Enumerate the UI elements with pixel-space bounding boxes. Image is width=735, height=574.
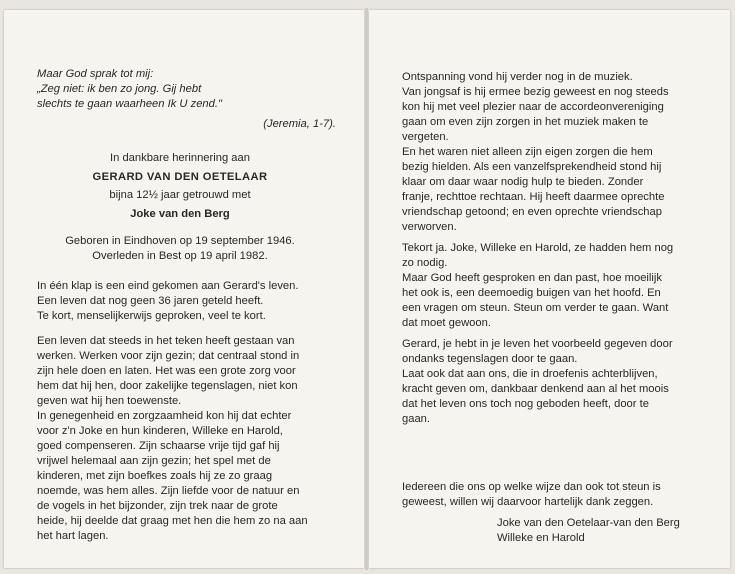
text-line: geven wat hij hen toewenste. [37, 395, 182, 407]
text-line: En het waren niet alleen zijn eigen zorgen die hem [402, 146, 653, 158]
text-line: vergeten. [402, 131, 449, 143]
text-line: Gerard, je hebt in je leven het voorbeeld gegeven door [402, 338, 673, 350]
text-line: heide, hij deelde dat graag met hen die hem zo na aan [37, 515, 308, 527]
text-line: vriendschap getoond; en even oprechte vriendschap [402, 206, 662, 218]
text-line: hem dat hij hen, door zakelijke tegenslagen, niet kon [37, 380, 298, 392]
spouse-name: Joke van den Berg [130, 208, 230, 220]
remembrance-intro: In dankbare herinnering aan [110, 152, 250, 164]
text-line: In genegenheid en zorgzaamheid kon hij dat echter [37, 410, 292, 422]
text-line: geweest, willen wij daarvoor hartelijk dank zeggen. [402, 496, 654, 508]
text-line: Te kort, menselijkerwijs geproken, veel te kort. [37, 310, 266, 322]
text-line: het hart lagen. [37, 530, 109, 542]
text-line: Iedereen die ons op welke wijze dan ook tot steun is [402, 481, 661, 493]
text-line: verworven. [402, 221, 457, 233]
text-line: gaan om even zijn zorgen in het muziek maken te [402, 116, 649, 128]
text-line: In één klap is een eind gekomen aan Gerard's leven. [37, 280, 299, 292]
quote-reference: (Jeremia, 1-7). [263, 118, 336, 130]
deceased-name: GERARD VAN DEN OETELAAR [92, 171, 268, 183]
text-line: Een leven dat steeds in het teken heeft gestaan van [37, 335, 295, 347]
text-line: klaar om daar waar nodig hulp te bieden. Zonder [402, 176, 644, 188]
text-line: kracht geven om, dankbaar denkend aan al het moois [402, 383, 669, 395]
text-line: Van jongsaf is hij ermee bezig geweest en nog steeds [402, 86, 669, 98]
text-line: de vogels in het bijzonder, zijn trek naar de grote [37, 500, 278, 512]
text-line: goed compenseren. Zijn schaarse vrije tijd gaf hij [37, 440, 280, 452]
text-line: Tekort ja. Joke, Willeke en Harold, ze hadden hem nog [402, 242, 674, 254]
text-line: dat moet gewoon. [402, 317, 491, 329]
text-line: vrijwel helemaal aan zijn gezin; het spel met de [37, 455, 271, 467]
quote-line: Maar God sprak tot mij: [37, 68, 154, 80]
text-line: franje, rechttoe rechtaan. Hij heeft daarmee oprechte [402, 191, 665, 203]
text-line: kinderen, met zijn boefkes zoals hij ze zo graag [37, 470, 273, 482]
text-line: ondanks tegenslagen door te gaan. [402, 353, 578, 365]
text-line: dat het leven ons toch nog geboden heeft, door te [402, 398, 649, 410]
birth-line: Geboren in Eindhoven op 19 september 1946. [65, 235, 295, 247]
signature-line: Willeke en Harold [497, 532, 585, 544]
signature-line: Joke van den Oetelaar-van den Berg [497, 517, 680, 529]
text-line: zijn hele doen en laten. Het was een grote zorg voor [37, 365, 296, 377]
quote-line: slechts te gaan waarheen Ik U zend." [37, 98, 222, 110]
card-fold-divider [365, 8, 368, 570]
text-line: werken. Werken voor zijn gezin; dat centraal stond in [37, 350, 300, 362]
death-line: Overleden in Best op 19 april 1982. [92, 250, 268, 262]
text-line: voor z'n Joke en hun kinderen, Willeke en Harold, [37, 425, 283, 437]
text-line: kon hij met veel plezier naar de accordeonvereniging [402, 101, 664, 113]
text-line: Ontspanning vond hij verder nog in de muziek. [402, 71, 633, 83]
text-line: een vragen om steun. Steun om verder te gaan. Want [402, 302, 669, 314]
text-line: gaan. [402, 413, 430, 425]
text-line: het ook is, een deemoedig buigen van het hoofd. En [402, 287, 661, 299]
text-line: bezig hielden. Als een vanzelfsprekendheid stond hij [402, 161, 662, 173]
text-line: Maar God heeft gesproken en dan past, hoe moeilijk [402, 272, 662, 284]
text-line: noemde, was hem alles. Zijn liefde voor de natuur en [37, 485, 300, 497]
text-line: Laat ook dat aan ons, die in droefenis achterblijven, [402, 368, 658, 380]
text-line: Een leven dat nog geen 36 jaren geteld heeft. [37, 295, 264, 307]
text-line: zo nodig. [402, 257, 448, 269]
quote-line: „Zeg niet: ik ben zo jong. Gij hebt [37, 83, 202, 95]
marriage-line: bijna 12½ jaar getrouwd met [109, 189, 251, 201]
